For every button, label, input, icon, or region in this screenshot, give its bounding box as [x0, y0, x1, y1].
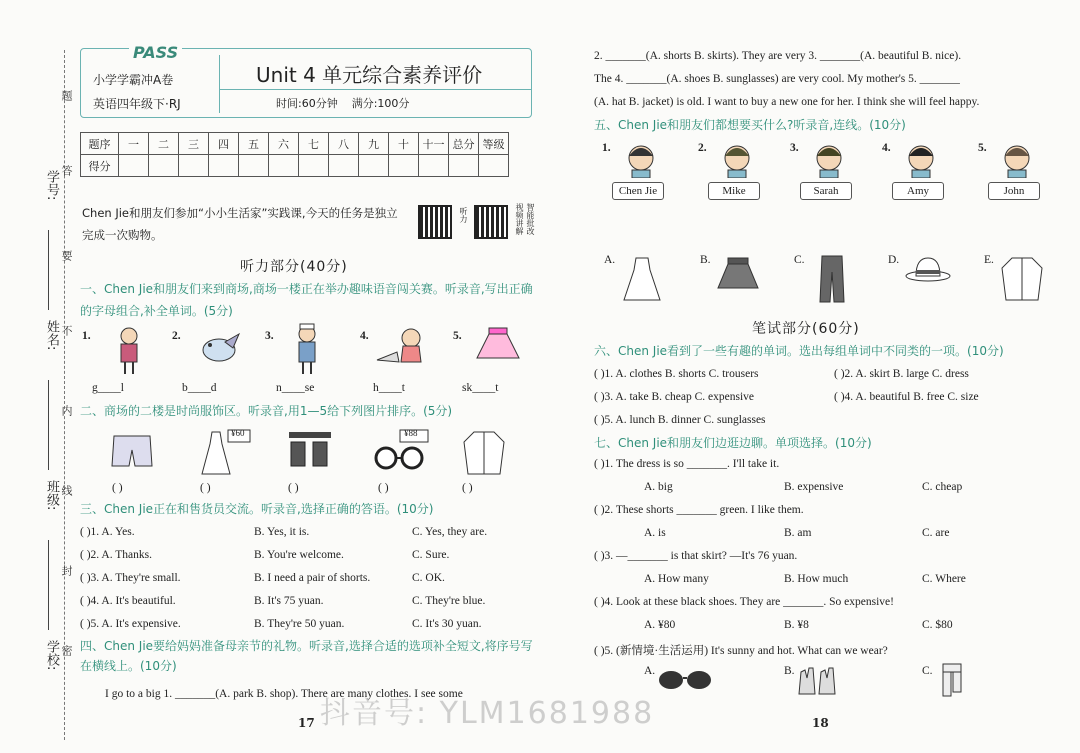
table-cell: 七 [299, 133, 329, 155]
score-cell[interactable] [329, 155, 359, 177]
mc-option-b[interactable]: B. [784, 665, 795, 677]
cut-word: 内 [60, 405, 73, 416]
kid-avatar [720, 140, 754, 178]
order-blank[interactable]: ( ) [112, 482, 123, 494]
section-4-title: 四、Chen Jie要给妈妈准备母亲节的礼物。听录音,选择合适的选项补全短文,将序号写在横线上。(10分) [80, 639, 533, 673]
option-c[interactable]: C. They're blue. [412, 595, 486, 607]
shorts-picture [110, 432, 154, 470]
mc-option-c[interactable]: C. are [922, 527, 950, 539]
question-option-a[interactable]: ( )5. A. It's expensive. [80, 618, 181, 630]
table-cell: 六 [269, 133, 299, 155]
section-6-title: 六、Chen Jie看到了一些有趣的单词。选出每组单词中不同类的一项。(10分) [594, 344, 1004, 358]
section-1-title: 一、Chen Jie和朋友们来到商场,商场一楼正在举办趣味语音闯关赛。听录音,写出正确的字母组合,补全单词。(5分) [80, 282, 533, 318]
bird-picture [195, 330, 243, 366]
option-c[interactable]: C. Yes, they are. [412, 526, 488, 538]
dress-picture [198, 428, 252, 476]
table-cell: 九 [359, 133, 389, 155]
kid-avatar [1000, 140, 1034, 178]
cut-word: 封 [60, 565, 73, 576]
girl-picture [112, 326, 146, 376]
section-5-title: 五、Chen Jie和朋友们都想要买什么?听录音,连线。(10分) [594, 118, 906, 132]
score-header-row [81, 133, 509, 155]
q-number: 5. [453, 330, 462, 342]
divider [219, 89, 531, 90]
question-option-a[interactable]: ( )2. A. Thanks. [80, 549, 152, 561]
q-number: 2. [172, 330, 181, 342]
name-box[interactable]: Sarah [800, 182, 852, 200]
score-cell[interactable] [389, 155, 419, 177]
score-cell[interactable] [359, 155, 389, 177]
mc-option-b[interactable]: B. ¥8 [784, 619, 809, 631]
table-cell: 三 [179, 133, 209, 155]
table-cell: 四 [209, 133, 239, 155]
table-cell: 总分 [449, 133, 479, 155]
option-c[interactable]: C. Sure. [412, 549, 450, 561]
divider [219, 55, 220, 113]
table-cell: 八 [329, 133, 359, 155]
q-number: 4. [360, 330, 369, 342]
mc-option-b[interactable]: B. expensive [784, 481, 844, 493]
passage-line: I go to a big 1. _______(A. park B. shop). There are many clothes. I see some [105, 688, 463, 700]
qr-label: 听力 [459, 207, 468, 223]
section-2-title: 二、商场的二楼是时尚服饰区。听录音,用1—5给下列图片排序。(5分) [80, 404, 453, 418]
cut-line [64, 50, 65, 740]
mc-question[interactable]: ( )3. —_______ is that skirt? —It's 76 yuan. [594, 550, 798, 562]
blank-line [48, 230, 49, 310]
q-number: 1. [602, 142, 611, 154]
writing-heading: 笔试部分(60分) [752, 321, 860, 337]
name-box[interactable]: Chen Jie [612, 182, 664, 200]
q-number: 4. [882, 142, 891, 154]
passage-line: 2. _______(A. shorts B. skirts). They are very 3. _______(A. beautiful B. nice). [594, 50, 962, 62]
qr-code-icon[interactable] [418, 205, 452, 239]
cut-word: 答 [60, 165, 73, 176]
score-cell[interactable] [119, 155, 149, 177]
mc-option-a[interactable]: A. ¥80 [644, 619, 676, 631]
hat-item-picture [904, 254, 952, 287]
order-blank[interactable]: ( ) [200, 482, 211, 494]
question-option-a[interactable]: ( )4. A. It's beautiful. [80, 595, 176, 607]
q-number: 3. [265, 330, 274, 342]
mc-question[interactable]: ( )1. The dress is so _______. I'll take it. [594, 458, 780, 470]
table-cell: 二 [149, 133, 179, 155]
mc-option-a[interactable]: A. is [644, 527, 666, 539]
word-blank[interactable]: g____l [92, 382, 124, 394]
cut-word: 要 [60, 250, 73, 261]
glasses-picture [372, 428, 432, 474]
table-cell: 十 [389, 133, 419, 155]
name-box[interactable]: John [988, 182, 1040, 200]
mc-option-b[interactable]: B. am [784, 527, 812, 539]
mc-question[interactable]: ( )4. Look at these black shoes. They are _______. So expensive! [594, 596, 894, 608]
mc-option-c[interactable]: C. cheap [922, 481, 963, 493]
odd-one-out-item[interactable]: ( )3. A. take B. cheap C. expensive [594, 391, 754, 403]
cut-word: 题 [60, 90, 73, 101]
score-cell[interactable] [299, 155, 329, 177]
table-cell: 得分 [81, 155, 119, 177]
score-cell[interactable] [479, 155, 509, 177]
kid-avatar [624, 140, 658, 178]
time-limit: 时间:60分钟 满分:100分 [276, 97, 410, 110]
q-number: 5. [978, 142, 987, 154]
word-blank[interactable]: sk____t [462, 382, 499, 394]
table-cell: 五 [239, 133, 269, 155]
option-letter: A. [604, 254, 616, 266]
unit-title: Unit 4 单元综合素养评价 [256, 63, 483, 87]
score-cell[interactable] [209, 155, 239, 177]
q-number: 3. [790, 142, 799, 154]
q-number: 2. [698, 142, 707, 154]
option-c[interactable]: C. It's 30 yuan. [412, 618, 482, 630]
intro-text: Chen Jie和朋友们参加“小小生活家”实践课,今天的任务是独立完成一次购物。 [82, 206, 398, 242]
trousers-item-picture [810, 254, 854, 307]
label-class: 班级: [44, 480, 59, 511]
nurse-picture [292, 322, 322, 376]
order-blank[interactable]: ( ) [378, 482, 389, 494]
odd-one-out-item[interactable]: ( )1. A. clothes B. shorts C. trousers [594, 368, 759, 380]
mc-option-c[interactable]: C. [922, 665, 933, 677]
order-blank[interactable]: ( ) [462, 482, 473, 494]
score-table [80, 132, 509, 177]
label-name: 姓名: [44, 320, 59, 351]
scarf-option-picture [935, 662, 969, 698]
word-blank[interactable]: h____t [373, 382, 405, 394]
exam-header [80, 43, 532, 118]
score-cell[interactable] [179, 155, 209, 177]
table-cell: 一 [119, 133, 149, 155]
option-b[interactable]: B. I need a pair of shorts. [254, 572, 371, 584]
score-value-row [81, 155, 509, 177]
mc-option-a[interactable]: A. [644, 665, 656, 677]
jacket-picture [462, 428, 506, 476]
order-blank[interactable]: ( ) [288, 482, 299, 494]
series-name: 小学学霸冲A卷 [93, 73, 174, 87]
price-tag: ¥88 [404, 428, 418, 438]
option-c[interactable]: C. OK. [412, 572, 445, 584]
option-b[interactable]: B. It's 75 yuan. [254, 595, 324, 607]
sunglasses-option-picture [655, 664, 715, 694]
watermark: 抖音号: YLM1681988 [320, 696, 655, 731]
score-cell[interactable] [449, 155, 479, 177]
blank-line [48, 540, 49, 630]
cut-word: 密 [60, 645, 73, 656]
score-cell[interactable] [239, 155, 269, 177]
option-b[interactable]: B. They're 50 yuan. [254, 618, 345, 630]
label-school: 学校: [44, 640, 59, 671]
table-cell: 十一 [419, 133, 449, 155]
odd-one-out-item[interactable]: ( )2. A. skirt B. large C. dress [834, 368, 969, 380]
mc-option-c[interactable]: C. $80 [922, 619, 953, 631]
price-tag: ¥60 [231, 428, 245, 438]
name-box[interactable]: Amy [892, 182, 944, 200]
score-cell[interactable] [269, 155, 299, 177]
mc-question[interactable]: ( )2. These shorts _______ green. I like them. [594, 504, 804, 516]
grade-label: 英语四年级下·RJ [93, 97, 181, 111]
option-letter: D. [888, 254, 900, 266]
jacket-item-picture [1000, 254, 1044, 305]
mc-option-b[interactable]: B. How much [784, 573, 849, 585]
option-b[interactable]: B. Yes, it is. [254, 526, 310, 538]
passage-line: (A. hat B. jacket) is old. I want to buy a new one for her. I think she will feel happy. [594, 96, 980, 108]
question-option-a[interactable]: ( )3. A. They're small. [80, 572, 181, 584]
passage-line: The 4. _______(A. shoes B. sunglasses) are very cool. My mother's 5. _______ [594, 73, 960, 85]
option-letter: E. [984, 254, 994, 266]
binding-margin [28, 50, 78, 740]
girl-with-horse-picture [375, 326, 429, 366]
mc-option-a[interactable]: A. How many [644, 573, 709, 585]
option-letter: B. [700, 254, 711, 266]
table-cell: 等级 [479, 133, 509, 155]
score-cell[interactable] [419, 155, 449, 177]
option-b[interactable]: B. You're welcome. [254, 549, 344, 561]
skirt-picture [475, 326, 521, 362]
mc-option-c[interactable]: C. Where [922, 573, 966, 585]
page-number: 17 [298, 716, 315, 730]
word-blank[interactable]: b____d [182, 382, 217, 394]
odd-one-out-item[interactable]: ( )5. A. lunch B. dinner C. sunglasses [594, 414, 766, 426]
cut-word: 线 [60, 485, 73, 496]
mc-option-a[interactable]: A. big [644, 481, 673, 493]
word-blank[interactable]: n____se [276, 382, 315, 394]
name-box[interactable]: Mike [708, 182, 760, 200]
table-cell: 题序 [81, 133, 119, 155]
shoes-picture [285, 428, 335, 474]
dress-item-picture [620, 254, 664, 305]
section-3-title: 三、Chen Jie正在和售货员交流。听录音,选择正确的答语。(10分) [80, 502, 434, 516]
listening-heading: 听力部分(40分) [240, 259, 348, 275]
score-cell[interactable] [149, 155, 179, 177]
pass-logo: PASS [129, 43, 182, 62]
blank-line [48, 380, 49, 470]
cut-word: 不 [60, 325, 73, 336]
q-number: 1. [82, 330, 91, 342]
page-number: 18 [812, 716, 829, 730]
option-letter: C. [794, 254, 805, 266]
kid-avatar [904, 140, 938, 178]
qr-code-icon[interactable] [474, 205, 508, 239]
kid-avatar [812, 140, 846, 178]
mc-question[interactable]: ( )5. (新情境·生活运用) It's sunny and hot. What can we wear? [594, 645, 888, 657]
section-7-title: 七、Chen Jie和朋友们边逛边聊。单项选择。(10分) [594, 436, 872, 450]
question-option-a[interactable]: ( )1. A. Yes. [80, 526, 135, 538]
qr-label: 智能批改 视频讲解 [515, 203, 535, 235]
skirt-item-picture [716, 254, 760, 297]
gloves-option-picture [795, 664, 841, 698]
odd-one-out-item[interactable]: ( )4. A. beautiful B. free C. size [834, 391, 979, 403]
label-student-id: 学号: [44, 170, 59, 201]
